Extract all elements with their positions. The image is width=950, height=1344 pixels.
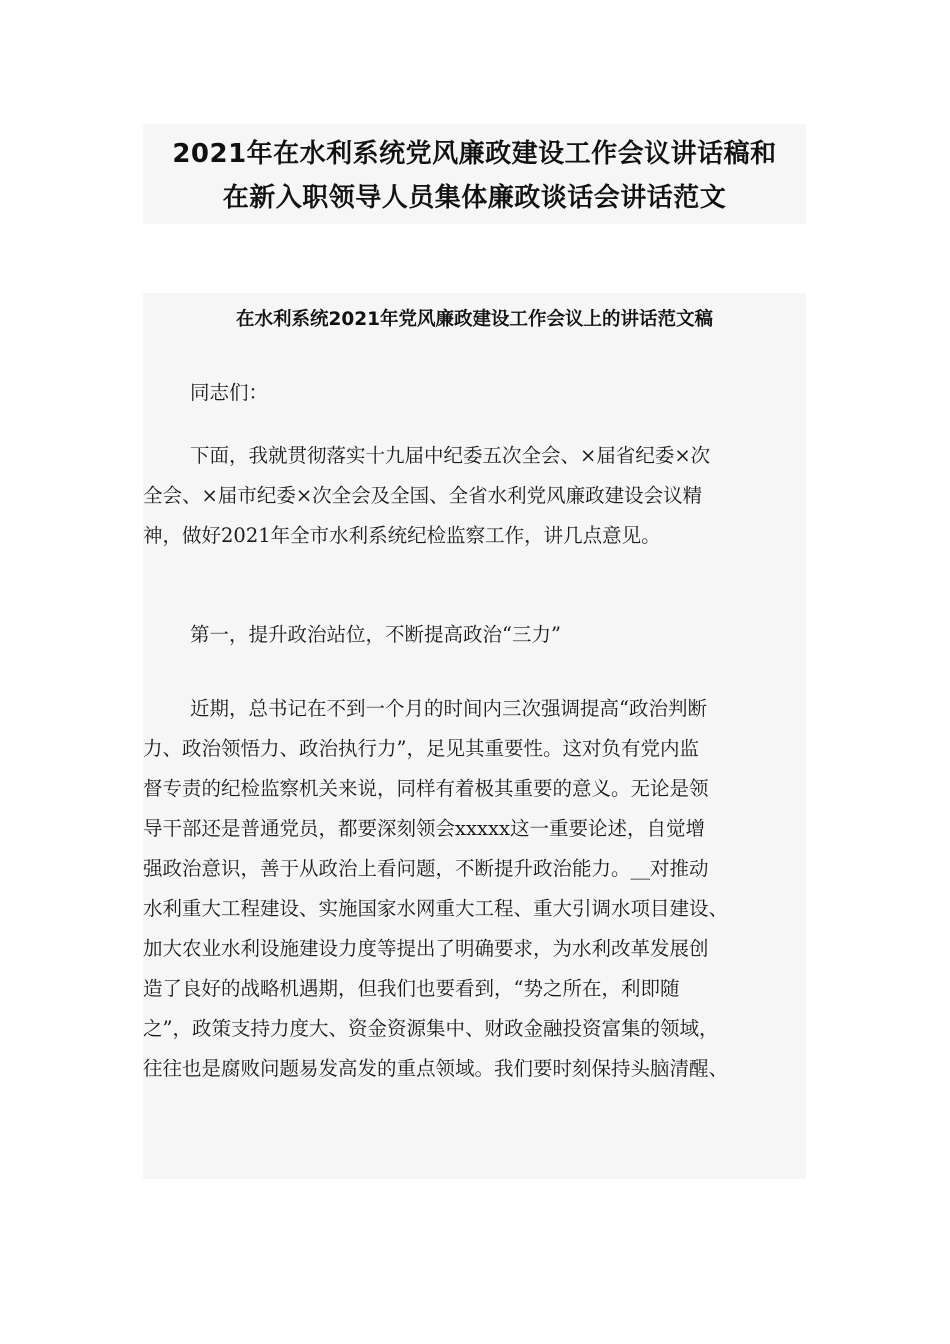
point-one-paragraph [143,615,806,655]
paragraph-line: 加大农业水利设施建设力度等提出了明确要求，为水利改革发展创 [143,937,709,960]
section-heading: 在水利系统2021年党风廉政建设工作会议上的讲话范文稿 [236,309,713,330]
greeting-paragraph [143,373,806,413]
paragraph-line: 强政治意识，善于从政治上看问题，不断提升政治能力。__对推动 [143,857,709,880]
greeting-line: 同志们： [190,381,269,404]
document-title-line: 2021年在水利系统党风廉政建设工作会议讲话稿和 [172,139,777,169]
paragraph-line: 造了良好的战略机遇期，但我们也要看到，“势之所在，利即随 [143,977,680,1000]
recent-paragraph [143,689,806,1089]
paragraph-line: 导干部还是普通党员，都要深刻领会xxxxx这一重要论述，自觉增 [143,817,705,840]
paragraph-line: 之”，政策支持力度大、资金资源集中、财政金融投资富集的领域， [143,1017,719,1040]
intro-paragraph [143,436,806,556]
paragraph-line: 神，做好2021年全市水利系统纪检监察工作，讲几点意见。 [143,524,661,547]
paragraph-line: 全会、×届市纪委×次全会及全国、全省水利党风廉政建设会议精 [143,484,703,507]
document-body [143,293,806,1179]
paragraph-line: 力、政治领悟力、政治执行力”，足见其重要性。这对负有党内监 [143,737,699,760]
document-title-block [143,124,806,224]
paragraph-line: 水利重大工程建设、实施国家水网重大工程、重大引调水项目建设、 [143,897,729,920]
document-title-line: 在新入职领导人员集体廉政谈话会讲话范文 [222,183,727,213]
paragraph-line: 往往也是腐败问题易发高发的重点领域。我们要时刻保持头脑清醒、 [143,1057,729,1080]
paragraph-line: 第一，提升政治站位，不断提高政治“三力” [190,623,561,646]
paragraph-line: 督专责的纪检监察机关来说，同样有着极其重要的意义。无论是领 [143,777,709,800]
paragraph-line: 近期，总书记在不到一个月的时间内三次强调提高“政治判断 [190,697,707,720]
document-title [143,124,806,220]
paragraph-line: 下面，我就贯彻落实十九届中纪委五次全会、×届省纪委×次 [190,444,711,467]
